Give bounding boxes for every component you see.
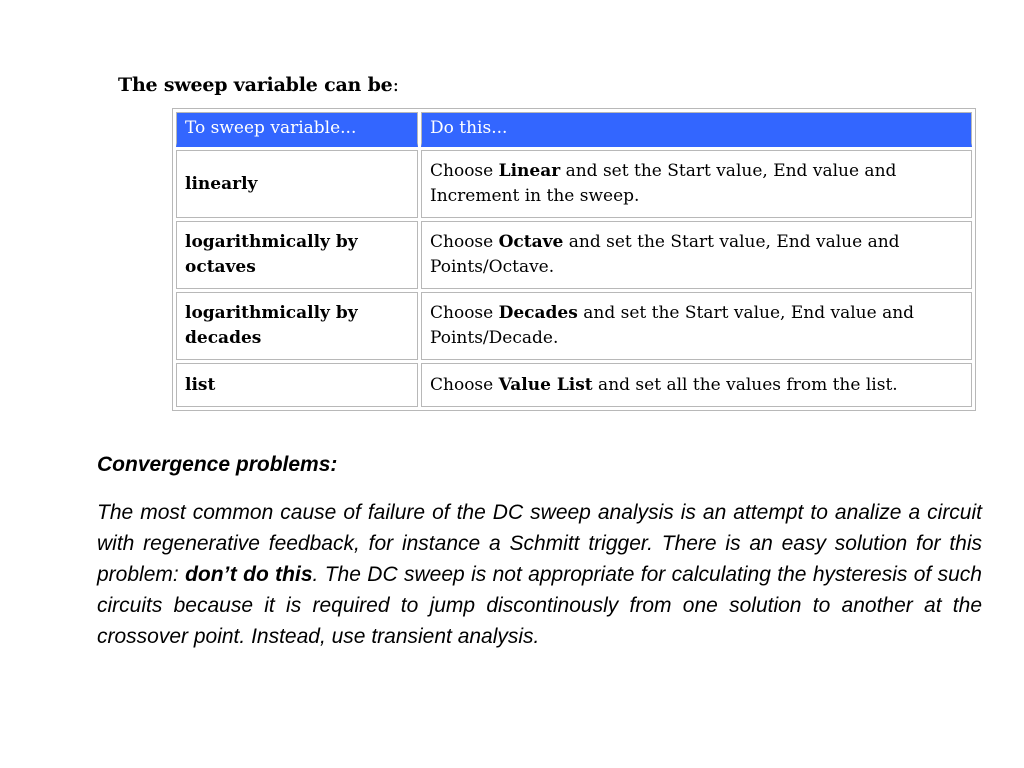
sweep-options-table [172,108,976,411]
intro-colon: : [392,74,399,96]
action-cell [421,292,972,360]
action-prefix: Choose [430,232,499,252]
variable-cell: linearly [176,150,418,218]
table-row [176,221,972,289]
section-heading: Convergence problems: [97,453,338,476]
table-header-row [176,112,972,147]
action-keyword: Linear [498,161,561,181]
action-prefix: Choose [430,303,499,323]
action-keyword: Octave [498,232,564,252]
convergence-paragraph [97,497,982,652]
variable-cell: list [176,363,418,407]
action-cell [421,363,972,407]
header-sweep-variable: To sweep variable... [176,112,418,147]
table-row [176,363,972,407]
intro-text: The sweep variable can be [118,74,393,96]
action-prefix: Choose [430,161,499,181]
table-row [176,150,972,218]
paragraph-emphasis: don’t do this [185,563,313,586]
table-row [176,292,972,360]
action-cell [421,221,972,289]
variable-cell: logarithmically by decades [176,292,418,360]
header-do-this: Do this... [421,112,972,147]
variable-cell: logarithmically by octaves [176,221,418,289]
action-cell [421,150,972,218]
paragraph-text-end: . The DC sweep is not appropriate for calculating the hysteresis of such circuits because it is required to jump discontinously from one solution to another at the crossover point. Instead, use transient analysis. [97,563,982,648]
action-suffix: and set the Start value, End value and Points/Octave. [430,232,900,277]
action-suffix: and set all the values from the list. [592,374,898,395]
action-suffix: and set the Start value, End value and Points/Decade. [430,303,915,348]
action-prefix: Choose [430,374,499,395]
paragraph-text-start: The most common cause of failure of the DC sweep analysis is an attempt to analize a circuit with regenerative feedback, for instance a Schmitt trigger. There is an easy solution for this problem: [97,501,982,586]
action-suffix: and set the Start value, End value and Increment in the sweep. [430,161,897,206]
intro-line [118,74,399,96]
action-keyword: Decades [498,303,578,323]
action-keyword: Value List [498,374,593,395]
